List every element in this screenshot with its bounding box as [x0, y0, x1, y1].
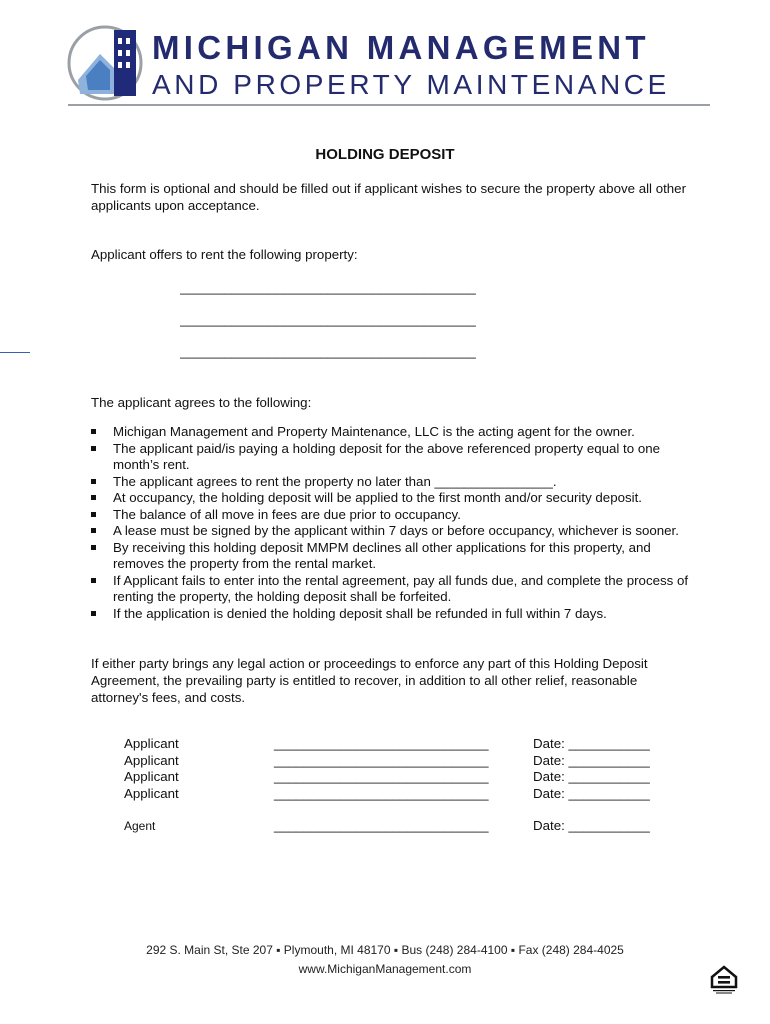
list-item: The applicant agrees to rent the property no later than ________________.	[91, 474, 691, 491]
applicant-signature-line[interactable]: _____________________________	[274, 752, 489, 768]
list-item: Michigan Management and Property Maintenance, LLC is the acting agent for the owner.	[91, 424, 691, 441]
applicant-date-field[interactable]: Date: ___________	[533, 785, 650, 801]
applicant-signature-line[interactable]: _____________________________	[274, 769, 489, 784]
list-item: The applicant paid/is paying a holding deposit for the above referenced property equal to one month’s rent.	[91, 441, 691, 474]
list-item: By receiving this holding deposit MMPM declines all other applications for this property, and removes the property from the rental market.	[91, 540, 691, 573]
company-subtitle: AND PROPERTY MAINTENANCE	[152, 69, 670, 100]
property-label: Applicant offers to rent the following property:	[91, 247, 358, 262]
property-line-3[interactable]: ________________________________________	[180, 344, 476, 359]
property-line-1[interactable]: ________________________________________	[180, 280, 476, 295]
company-name: MICHIGAN MANAGEMENT	[152, 29, 650, 66]
applicant-date-field[interactable]: Date: ___________	[533, 769, 650, 784]
agent-signature-line[interactable]: _____________________________	[274, 818, 489, 833]
agreement-list	[91, 424, 691, 622]
applicant-label: Applicant	[124, 769, 179, 784]
equal-housing-opportunity-icon	[708, 963, 740, 995]
applicant-label: Applicant	[124, 736, 179, 751]
intro-paragraph: This form is optional and should be filled out if applicant wishes to secure the property above all other applicants upon acceptance.	[91, 181, 687, 213]
footer-address: 292 S. Main St, Ste 207 ▪ Plymouth, MI 48170 ▪ Bus (248) 284-4100 ▪ Fax (248) 284-4025	[146, 943, 624, 957]
list-item: If the application is denied the holding deposit shall be refunded in full within 7 days.	[91, 606, 691, 623]
list-item: The balance of all move in fees are due prior to occupancy.	[91, 507, 691, 524]
applicant-date-field[interactable]: Date: ___________	[533, 736, 650, 751]
agreement-heading: The applicant agrees to the following:	[91, 395, 312, 410]
agent-label: Agent	[124, 819, 156, 833]
applicant-date-field[interactable]: Date: ___________	[533, 752, 650, 768]
header-divider	[68, 104, 710, 106]
page-title: HOLDING DEPOSIT	[315, 146, 455, 163]
list-item: A lease must be signed by the applicant within 7 days or before occupancy, whichever is sooner.	[91, 523, 691, 540]
applicant-signature-line[interactable]: _____________________________	[274, 785, 489, 801]
list-item: If Applicant fails to enter into the rental agreement, pay all funds due, and complete the process of renting the property, the holding deposit shall be forfeited.	[91, 573, 691, 606]
property-line-2[interactable]: ________________________________________	[180, 312, 476, 327]
list-item: At occupancy, the holding deposit will be applied to the first month and/or security deposit.	[91, 490, 691, 507]
house-building-logo-icon	[66, 24, 144, 102]
footer-website[interactable]: www.MichiganManagement.com	[298, 962, 472, 976]
margin-marker	[0, 352, 30, 353]
applicant-label: Applicant	[124, 752, 179, 768]
applicant-signature-line[interactable]: _____________________________	[274, 736, 489, 751]
agent-date-field[interactable]: Date: ___________	[533, 818, 650, 833]
legal-paragraph: If either party brings any legal action or proceedings to enforce any part of this Holding Deposit Agreement, the prevailing party is entitled to recover, in addition to all other relief, reasonable attorney's fees, and costs.	[91, 656, 648, 705]
applicant-label: Applicant	[124, 785, 179, 801]
